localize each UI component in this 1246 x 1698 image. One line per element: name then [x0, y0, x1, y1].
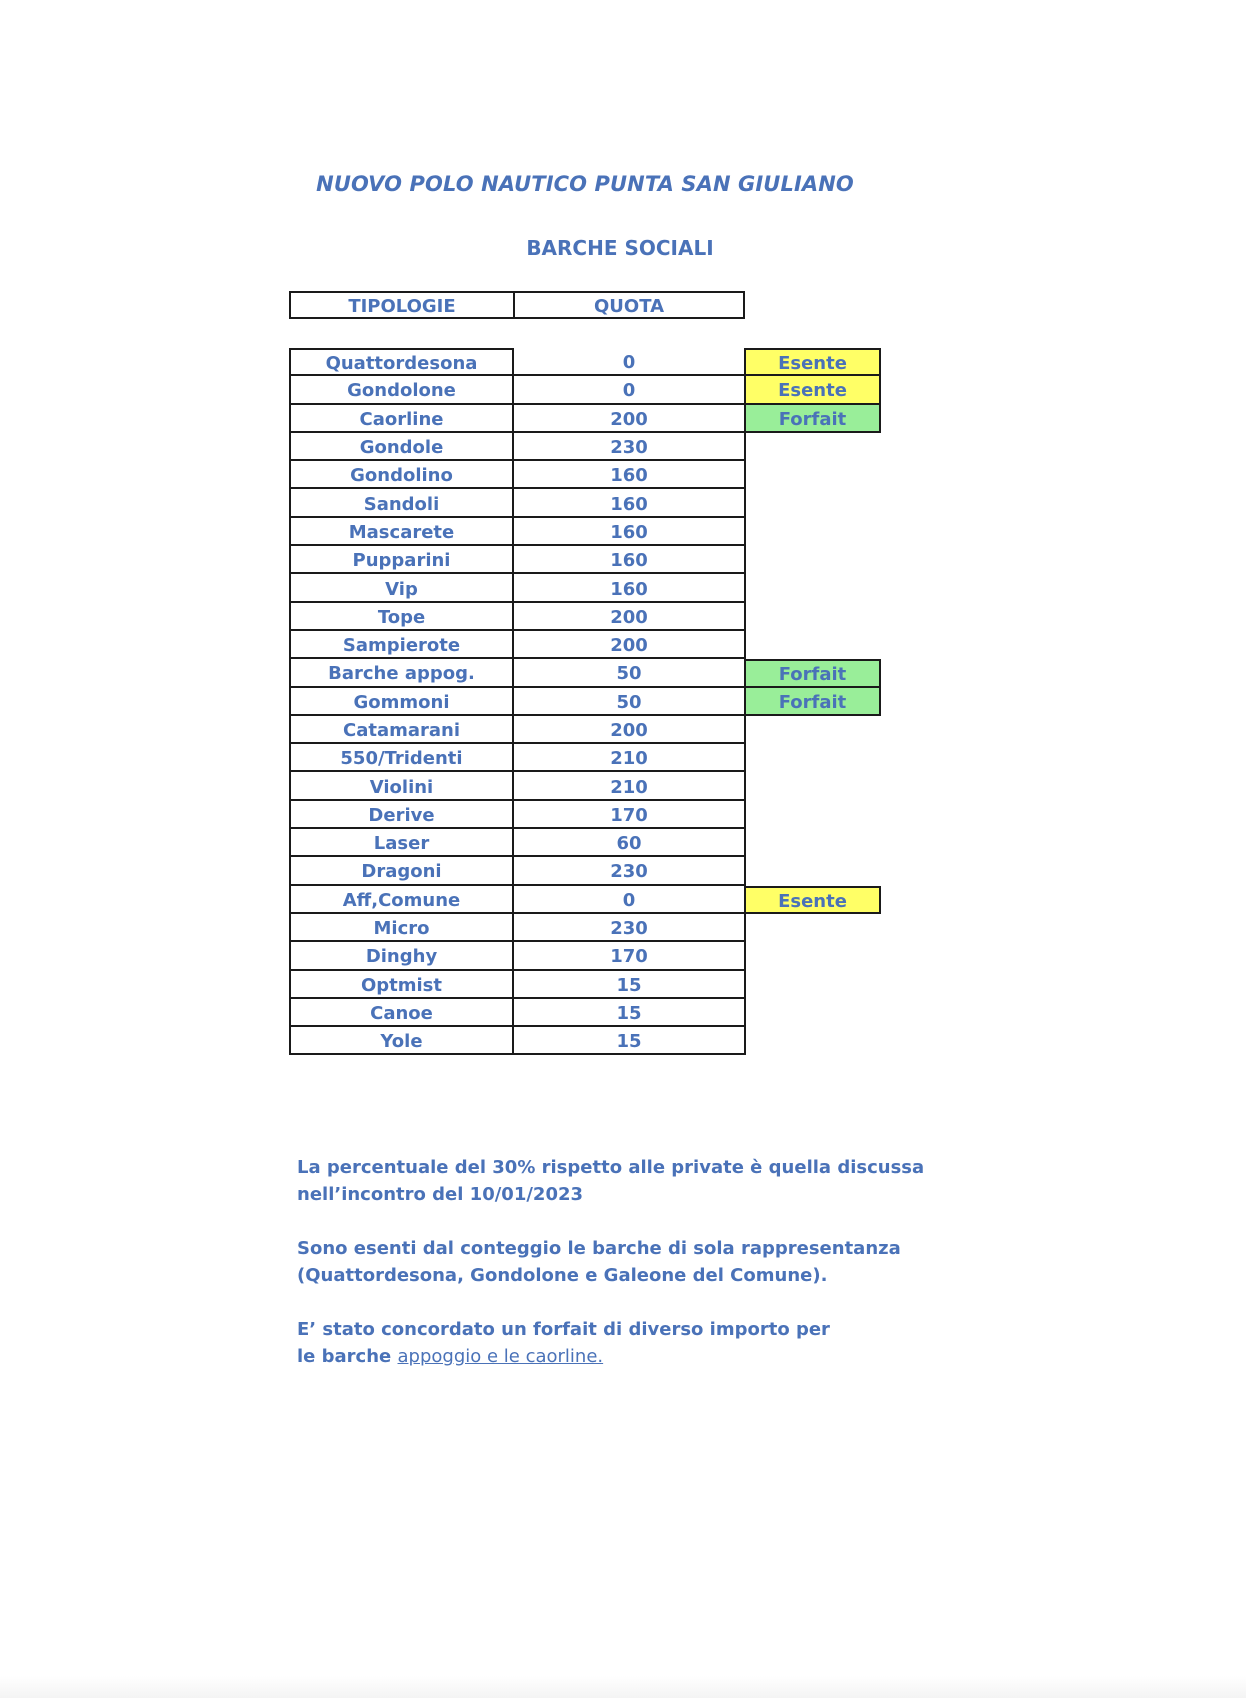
cell-tipologia: Aff,Comune: [289, 886, 514, 914]
cell-note-esente: Esente: [746, 376, 881, 404]
cell-note-esente: Esente: [746, 348, 881, 376]
cell-tipologia: Mascarete: [289, 518, 514, 546]
table-row: [289, 716, 881, 744]
table-row: [289, 886, 881, 914]
cell-note-forfait: Forfait: [746, 405, 881, 433]
cell-tipologia: Derive: [289, 801, 514, 829]
cell-note-empty: [746, 631, 881, 659]
cell-quota: 15: [514, 971, 746, 999]
cell-note-empty: [746, 461, 881, 489]
cell-quota: 230: [514, 914, 746, 942]
cell-quota: 230: [514, 857, 746, 885]
table-row: [289, 857, 881, 885]
cell-tipologia: Sandoli: [289, 489, 514, 517]
cell-quota: 160: [514, 574, 746, 602]
document-title: NUOVO POLO NAUTICO PUNTA SAN GIULIANO: [316, 172, 854, 196]
cell-quota: 160: [514, 546, 746, 574]
cell-note-empty: [746, 999, 881, 1027]
table-row: [289, 546, 881, 574]
table-row: [289, 772, 881, 800]
cell-tipologia: Dragoni: [289, 857, 514, 885]
cell-tipologia: 550/Tridenti: [289, 744, 514, 772]
cell-quota: 200: [514, 405, 746, 433]
table-row: [289, 688, 881, 716]
note-text: E’ stato concordato un forfait di diverso importo per: [297, 1319, 830, 1340]
table-row: [289, 376, 881, 404]
note-text: Sono esenti dal conteggio le barche di sola rappresentanza: [297, 1238, 901, 1259]
note-paragraph-percentage: [297, 1154, 997, 1208]
table-row: [289, 574, 881, 602]
cell-note-empty: [746, 914, 881, 942]
cell-quota: 210: [514, 772, 746, 800]
cell-note-empty: [746, 857, 881, 885]
table-row: [289, 1027, 881, 1055]
cell-quota: 170: [514, 942, 746, 970]
cell-note-forfait: Forfait: [746, 688, 881, 716]
cell-note-empty: [746, 574, 881, 602]
note-paragraph-forfait: [297, 1316, 997, 1370]
note-text: La percentuale del 30% rispetto alle private è quella discussa: [297, 1157, 925, 1178]
cell-quota: 230: [514, 433, 746, 461]
cell-note-empty: [746, 829, 881, 857]
cell-note-empty: [746, 1027, 881, 1055]
cell-tipologia: Quattordesona: [289, 348, 514, 376]
note-text: (Quattordesona, Gondolone e Galeone del Comune).: [297, 1265, 828, 1286]
table-row: [289, 999, 881, 1027]
table-row: [289, 631, 881, 659]
cell-quota: 200: [514, 716, 746, 744]
cell-quota: 15: [514, 999, 746, 1027]
cell-note-empty: [746, 772, 881, 800]
cell-tipologia: Optmist: [289, 971, 514, 999]
cell-note-empty: [746, 801, 881, 829]
cell-tipologia: Dinghy: [289, 942, 514, 970]
column-header-tipologie: TIPOLOGIE: [291, 293, 515, 317]
cell-note-esente: Esente: [746, 886, 881, 914]
cell-tipologia: Laser: [289, 829, 514, 857]
table-row: [289, 489, 881, 517]
cell-quota: 0: [514, 376, 746, 404]
cell-quota: 160: [514, 461, 746, 489]
cell-note-empty: [746, 518, 881, 546]
cell-note-empty: [746, 489, 881, 517]
cell-tipologia: Pupparini: [289, 546, 514, 574]
document-subtitle: BARCHE SOCIALI: [526, 236, 714, 260]
table-row: [289, 518, 881, 546]
cell-tipologia: Catamarani: [289, 716, 514, 744]
cell-tipologia: Micro: [289, 914, 514, 942]
cell-tipologia: Barche appog.: [289, 659, 514, 687]
cell-quota: 0: [514, 886, 746, 914]
table-row: [289, 433, 881, 461]
cell-tipologia: Canoe: [289, 999, 514, 1027]
page-bottom-edge: [0, 1676, 1246, 1698]
table-row: [289, 461, 881, 489]
table-row: [289, 829, 881, 857]
cell-tipologia: Gondolone: [289, 376, 514, 404]
table-row: [289, 914, 881, 942]
cell-quota: 50: [514, 659, 746, 687]
table-row: [289, 603, 881, 631]
table-row: [289, 971, 881, 999]
cell-quota: 200: [514, 631, 746, 659]
cell-tipologia: Caorline: [289, 405, 514, 433]
cell-note-empty: [746, 603, 881, 631]
note-text: nell’incontro del 10/01/2023: [297, 1184, 584, 1205]
table-row: [289, 405, 881, 433]
cell-note-empty: [746, 744, 881, 772]
fees-table: [289, 348, 881, 1055]
cell-quota: 50: [514, 688, 746, 716]
cell-quota: 170: [514, 801, 746, 829]
cell-tipologia: Violini: [289, 772, 514, 800]
note-text: le barche: [297, 1346, 398, 1367]
column-header-quota: QUOTA: [593, 296, 665, 317]
table-row: [289, 744, 881, 772]
cell-quota: 0: [514, 348, 746, 376]
cell-note-forfait: Forfait: [746, 659, 881, 687]
cell-tipologia: Gondole: [289, 433, 514, 461]
cell-quota: 200: [514, 603, 746, 631]
forfait-link[interactable]: appoggio e le caorline.: [397, 1346, 604, 1367]
cell-quota: 160: [514, 489, 746, 517]
cell-quota: 15: [514, 1027, 746, 1055]
cell-tipologia: Yole: [289, 1027, 514, 1055]
table-row: [289, 348, 881, 376]
cell-tipologia: Sampierote: [289, 631, 514, 659]
cell-note-empty: [746, 942, 881, 970]
cell-tipologia: Vip: [289, 574, 514, 602]
cell-quota: 210: [514, 744, 746, 772]
cell-note-empty: [746, 433, 881, 461]
cell-tipologia: Tope: [289, 603, 514, 631]
cell-tipologia: Gommoni: [289, 688, 514, 716]
note-paragraph-exemptions: [297, 1235, 997, 1289]
table-header: [289, 291, 745, 319]
cell-note-empty: [746, 546, 881, 574]
table-row: [289, 942, 881, 970]
notes-section: [297, 1154, 997, 1397]
table-row: [289, 801, 881, 829]
cell-quota: 60: [514, 829, 746, 857]
cell-note-empty: [746, 971, 881, 999]
cell-tipologia: Gondolino: [289, 461, 514, 489]
cell-quota: 160: [514, 518, 746, 546]
table-row: [289, 659, 881, 687]
cell-note-empty: [746, 716, 881, 744]
